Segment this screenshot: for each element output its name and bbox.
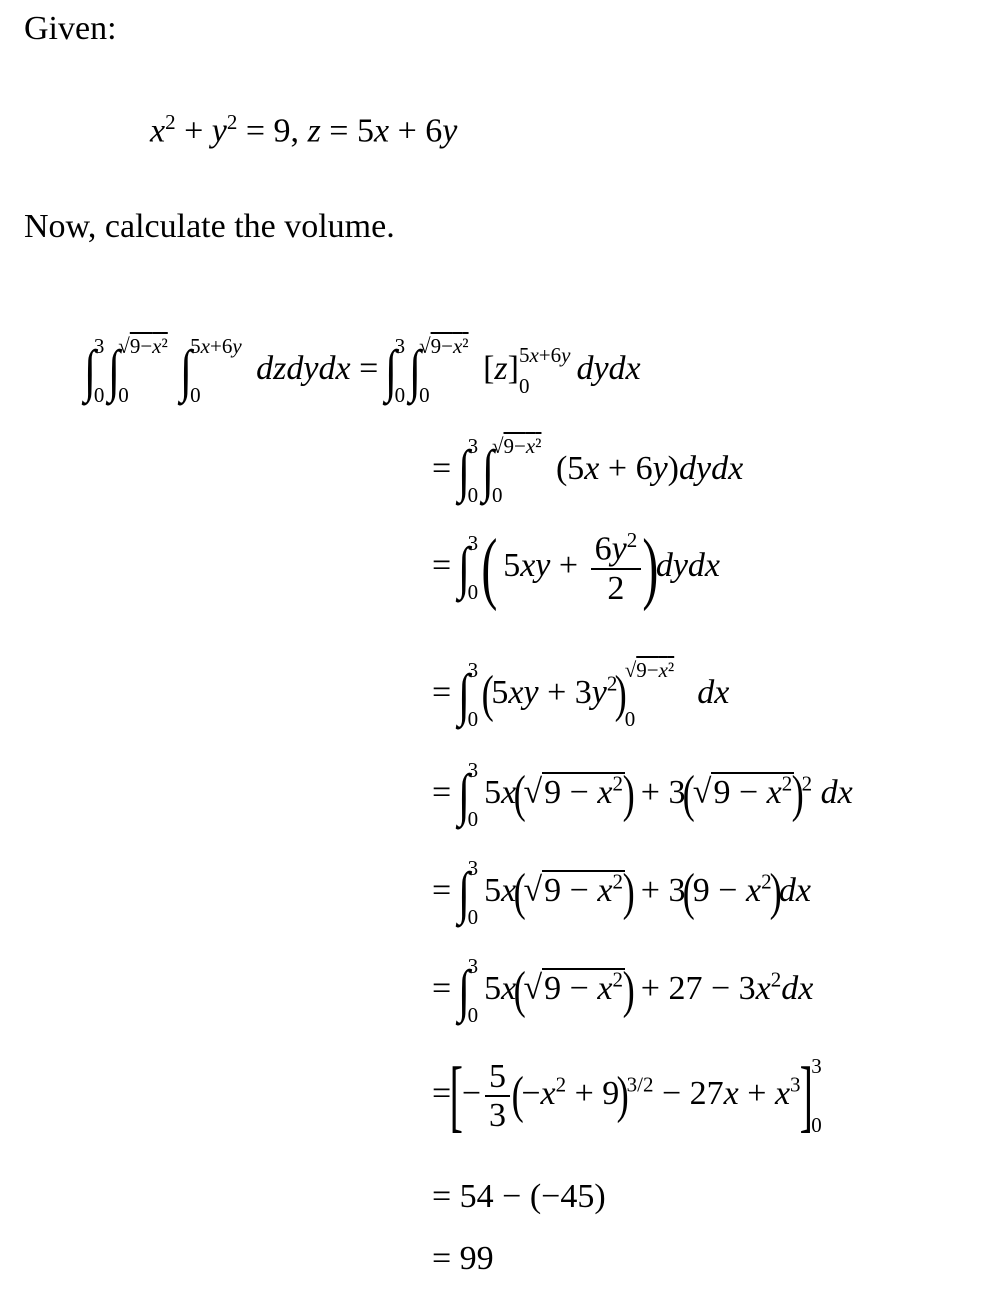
- derivation-line-8: =[− $\frac{5}{3}$ $(-x^2 + 9)^{3/2} - 27x + x^3$] 3 0: [432, 1052, 822, 1140]
- instruction-text: Now, calculate the volume.: [24, 208, 395, 245]
- derivation-line-3: = ∫ 3 0 ( 5xy + $\frac{6y^2}{2}$ )dydx: [432, 524, 721, 612]
- derivation-line-1: ∫ 3 0 ∫ √9−x² 0 ∫ 5x+6y 0 dzdydx = ∫ 3 0 ∫ √9−x² 0 [z] 5x+6y 0 dydx: [83, 334, 641, 407]
- derivation-result: = 99: [432, 1240, 494, 1277]
- derivation-line-7: = ∫ 3 0 $5x(√9 - x^2) + 27 - 3x^2dx$: [432, 954, 814, 1027]
- given-label: Given:: [24, 10, 117, 47]
- derivation-line-9: = 54 − (−45): [432, 1178, 606, 1215]
- derivation-line-5: = ∫ 3 0 $5x(√9 - x^2) + 3(√9 - x^2)^2$ dx: [432, 758, 853, 831]
- derivation-line-4: = ∫ 3 0 $(5xy + 3y^2)$ √9−x² 0 dx: [432, 658, 730, 731]
- derivation-line-6: = ∫ 3 0 $5x(√9 - x^2) + 3(9 - x^2)dx$: [432, 856, 811, 929]
- derivation-line-2: = ∫ 3 0 ∫ √9−x² 0 (5x + 6y)dydx: [432, 434, 744, 507]
- given-equation: $x^2 + y^2 = 9$, z = 5x + 6y: [150, 110, 458, 150]
